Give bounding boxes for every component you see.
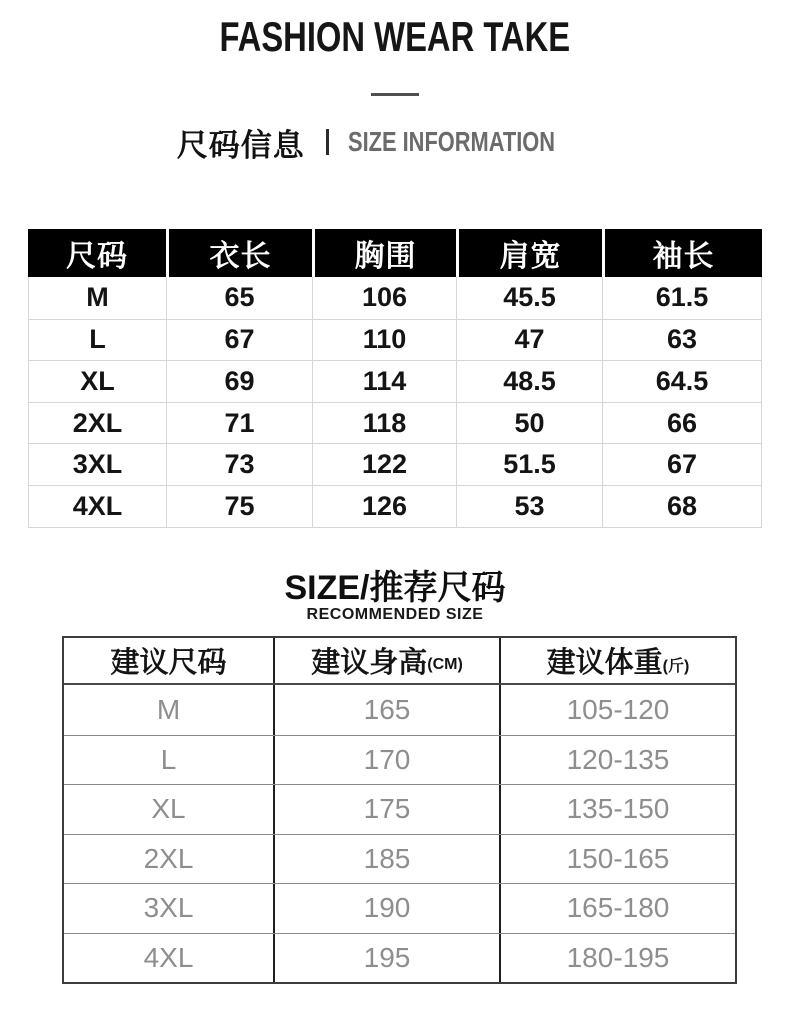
size-info-heading-zh: 尺码信息 [176, 127, 305, 163]
size-table-cell: 47 [456, 320, 602, 361]
size-table-cell: 75 [166, 486, 312, 527]
size-table-cell: 3XL [72, 449, 123, 480]
recommend-table [62, 636, 737, 984]
recommend-table-row [64, 834, 735, 884]
recommend-table-cell: 135-150 [499, 785, 735, 834]
size-table-header-row [28, 229, 762, 277]
recommend-table-cell: 165-180 [499, 884, 735, 933]
recommend-table-row [64, 933, 735, 983]
recommend-table-cell: L [160, 743, 177, 775]
size-table-cell: 114 [312, 361, 456, 402]
recommend-table-header-row [64, 638, 735, 685]
size-info-heading [0, 124, 790, 163]
recommend-table-header-cell [273, 638, 499, 683]
size-table [28, 229, 762, 528]
size-table-row [29, 402, 761, 444]
recommend-table-cell: 165 [273, 685, 499, 735]
recommend-table-cell: 3XL [143, 892, 194, 924]
recommend-table-cell: 195 [273, 934, 499, 983]
recommend-table-cell: 4XL [143, 941, 194, 973]
recommend-table-cell: 190 [273, 884, 499, 933]
recommend-header-label: 建议体重 [546, 647, 663, 679]
size-table-cell: 106 [312, 277, 456, 319]
size-table-cell: L [89, 324, 106, 355]
size-table-cell: 67 [166, 320, 312, 361]
recommend-table-header-cell [64, 638, 273, 683]
size-table-header-cell: 袖长 [602, 229, 762, 277]
recommended-size-title: SIZE/推荐尺码 [284, 569, 506, 607]
recommended-size-subtitle: RECOMMENDED SIZE [306, 606, 484, 623]
size-table-row [29, 319, 761, 361]
recommend-table-body [64, 685, 735, 982]
size-table-cell: 122 [312, 444, 456, 485]
size-table-row [29, 360, 761, 402]
recommend-header-unit: (CM) [427, 655, 463, 673]
size-table-cell: 69 [166, 361, 312, 402]
size-table-cell: 45.5 [456, 277, 602, 319]
recommend-table-cell: 185 [273, 835, 499, 884]
size-table-header-cell: 胸围 [312, 229, 456, 277]
size-table-cell: 65 [166, 277, 312, 319]
size-table-cell: 2XL [72, 407, 123, 438]
size-table-cell: 126 [312, 486, 456, 527]
brand-title [0, 14, 790, 70]
size-table-cell: 67 [602, 444, 761, 485]
recommend-table-cell: 175 [273, 785, 499, 834]
size-table-cell: 71 [166, 403, 312, 444]
size-table-row [29, 485, 761, 527]
size-table-cell: 61.5 [602, 277, 761, 319]
recommend-table-row [64, 735, 735, 785]
size-table-cell: 68 [602, 486, 761, 527]
heading-separator-bar [326, 129, 329, 155]
recommend-header-label: 建议尺码 [110, 647, 227, 679]
recommend-table-row [64, 784, 735, 834]
title-divider [371, 93, 419, 96]
size-table-body [28, 277, 762, 528]
size-table-cell: XL [80, 365, 115, 396]
size-table-cell: 4XL [72, 490, 123, 521]
size-table-cell: 51.5 [456, 444, 602, 485]
recommend-table-cell: M [156, 693, 181, 725]
size-table-cell: 63 [602, 320, 761, 361]
size-table-header-cell: 肩宽 [456, 229, 602, 277]
size-table-cell: 110 [312, 320, 456, 361]
size-table-cell: M [86, 282, 109, 313]
size-table-cell: 66 [602, 403, 761, 444]
size-table-header-cell: 尺码 [66, 240, 128, 273]
recommend-table-cell: 105-120 [499, 685, 735, 735]
size-table-row [29, 277, 761, 319]
size-table-row [29, 443, 761, 485]
size-table-cell: 48.5 [456, 361, 602, 402]
recommend-table-cell: 120-135 [499, 736, 735, 785]
size-table-header-cell: 衣长 [166, 229, 312, 277]
recommend-header-label: 建议身高 [311, 647, 428, 679]
size-info-heading-en: SIZE INFORMATION [347, 126, 555, 157]
recommend-table-row [64, 685, 735, 735]
size-table-cell: 73 [166, 444, 312, 485]
recommend-table-cell: XL [151, 793, 186, 825]
recommend-table-cell: 150-165 [499, 835, 735, 884]
recommend-header-unit: (斤) [662, 658, 690, 675]
size-table-cell: 50 [456, 403, 602, 444]
recommend-table-cell: 170 [273, 736, 499, 785]
size-table-cell: 53 [456, 486, 602, 527]
recommend-table-row [64, 883, 735, 933]
brand-title-text: FASHION WEAR TAKE [219, 13, 571, 60]
recommend-table-header-cell [499, 638, 735, 683]
size-table-cell: 118 [312, 403, 456, 444]
recommend-table-cell: 180-195 [499, 934, 735, 983]
size-table-cell: 64.5 [602, 361, 761, 402]
recommend-table-cell: 2XL [143, 842, 194, 874]
